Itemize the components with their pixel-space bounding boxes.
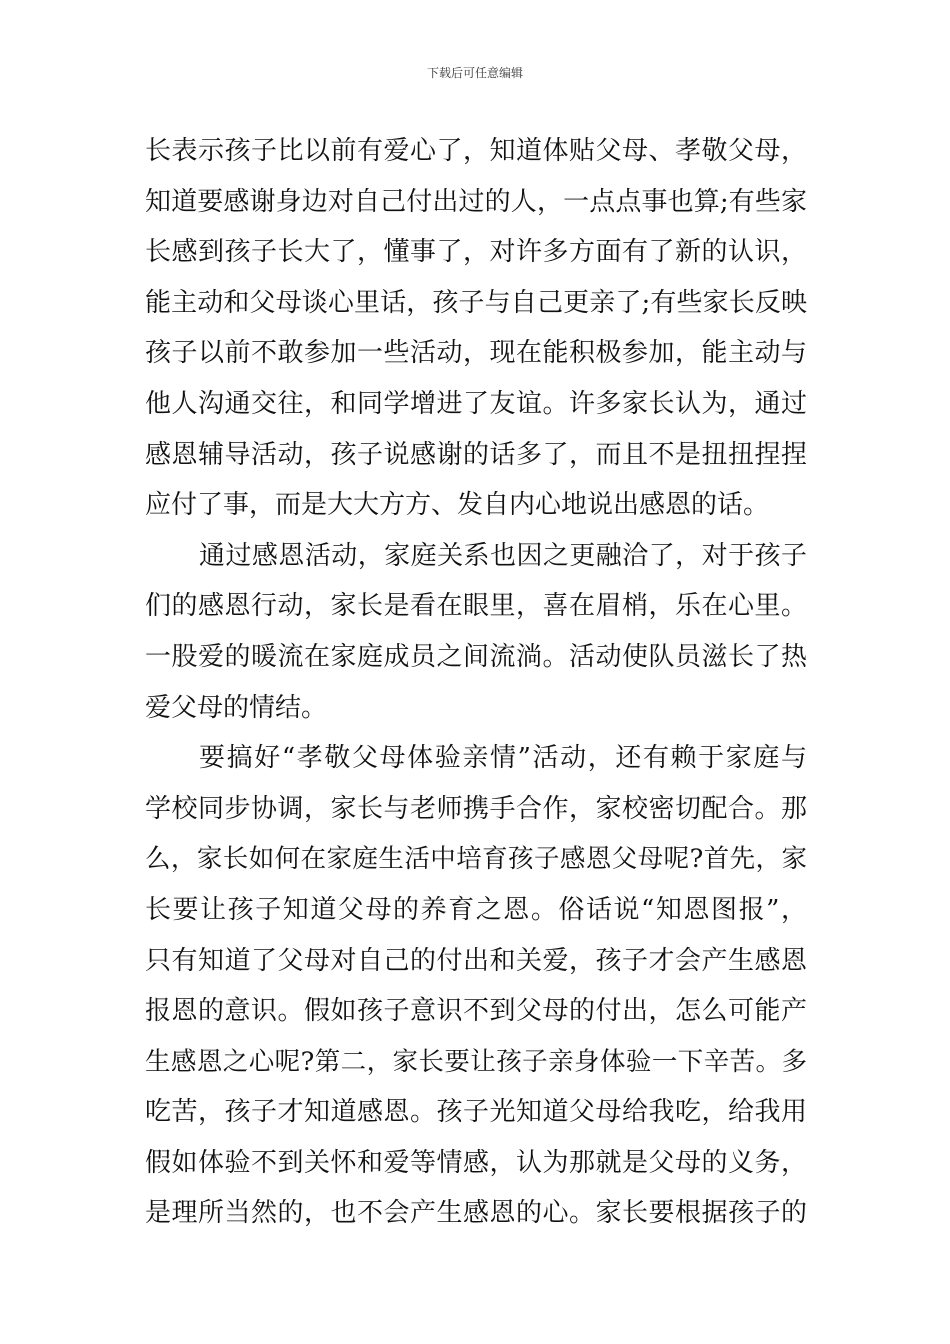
text-line: 长感到孩子长大了，懂事了，对许多方面有了新的认识， bbox=[145, 237, 807, 268]
text-line: 知道要感谢身边对自己付出过的人，一点点事也算;有些家 bbox=[145, 186, 807, 217]
text-line: 能主动和父母谈心里话，孩子与自己更亲了;有些家长反映 bbox=[145, 287, 807, 318]
text-line: 他人沟通交往，和同学增进了友谊。许多家长认为，通过 bbox=[145, 388, 807, 419]
text-line: 长要让孩子知道父母的养育之恩。俗话说“知恩图报”， bbox=[145, 894, 807, 925]
text-line: 们的感恩行动，家长是看在眼里，喜在眉梢，乐在心里。 bbox=[145, 591, 807, 622]
text-line: 生感恩之心呢?第二，家长要让孩子亲身体验一下辛苦。多 bbox=[145, 1046, 807, 1077]
text-line: 学校同步协调，家长与老师携手合作，家校密切配合。那 bbox=[145, 793, 807, 824]
text-line: 孩子以前不敢参加一些活动，现在能积极参加，能主动与 bbox=[145, 338, 807, 369]
text-line: 吃苦，孩子才知道感恩。孩子光知道父母给我吃，给我用 bbox=[145, 1097, 807, 1128]
text-line: 报恩的意识。假如孩子意识不到父母的付出，怎么可能产 bbox=[145, 996, 807, 1027]
text-line: 只有知道了父母对自己的付出和关爱，孩子才会产生感恩 bbox=[145, 945, 807, 976]
text-line: 感恩辅导活动，孩子说感谢的话多了，而且不是扭扭捏捏 bbox=[145, 439, 807, 470]
text-line: 长表示孩子比以前有爱心了，知道体贴父母、孝敬父母， bbox=[145, 136, 807, 166]
text-line: 爱父母的情结。 bbox=[145, 692, 328, 723]
page-header: 下载后可任意编辑 bbox=[426, 66, 523, 80]
text-line: 假如体验不到关怀和爱等情感，认为那就是父母的义务， bbox=[145, 1147, 807, 1178]
text-line: 么，家长如何在家庭生活中培育孩子感恩父母呢?首先，家 bbox=[145, 844, 807, 875]
text-line: 一股爱的暖流在家庭成员之间流淌。活动使队员滋长了热 bbox=[145, 641, 807, 672]
text-line: 要搞好“孝敬父母体验亲情”活动，还有赖于家庭与 bbox=[199, 743, 807, 774]
text-line: 是理所当然的，也不会产生感恩的心。家长要根据孩子的 bbox=[145, 1198, 807, 1229]
body-text bbox=[145, 126, 807, 1239]
text-line: 应付了事，而是大大方方、发自内心地说出感恩的话。 bbox=[145, 490, 770, 521]
text-line: 通过感恩活动，家庭关系也因之更融洽了，对于孩子 bbox=[199, 540, 807, 571]
